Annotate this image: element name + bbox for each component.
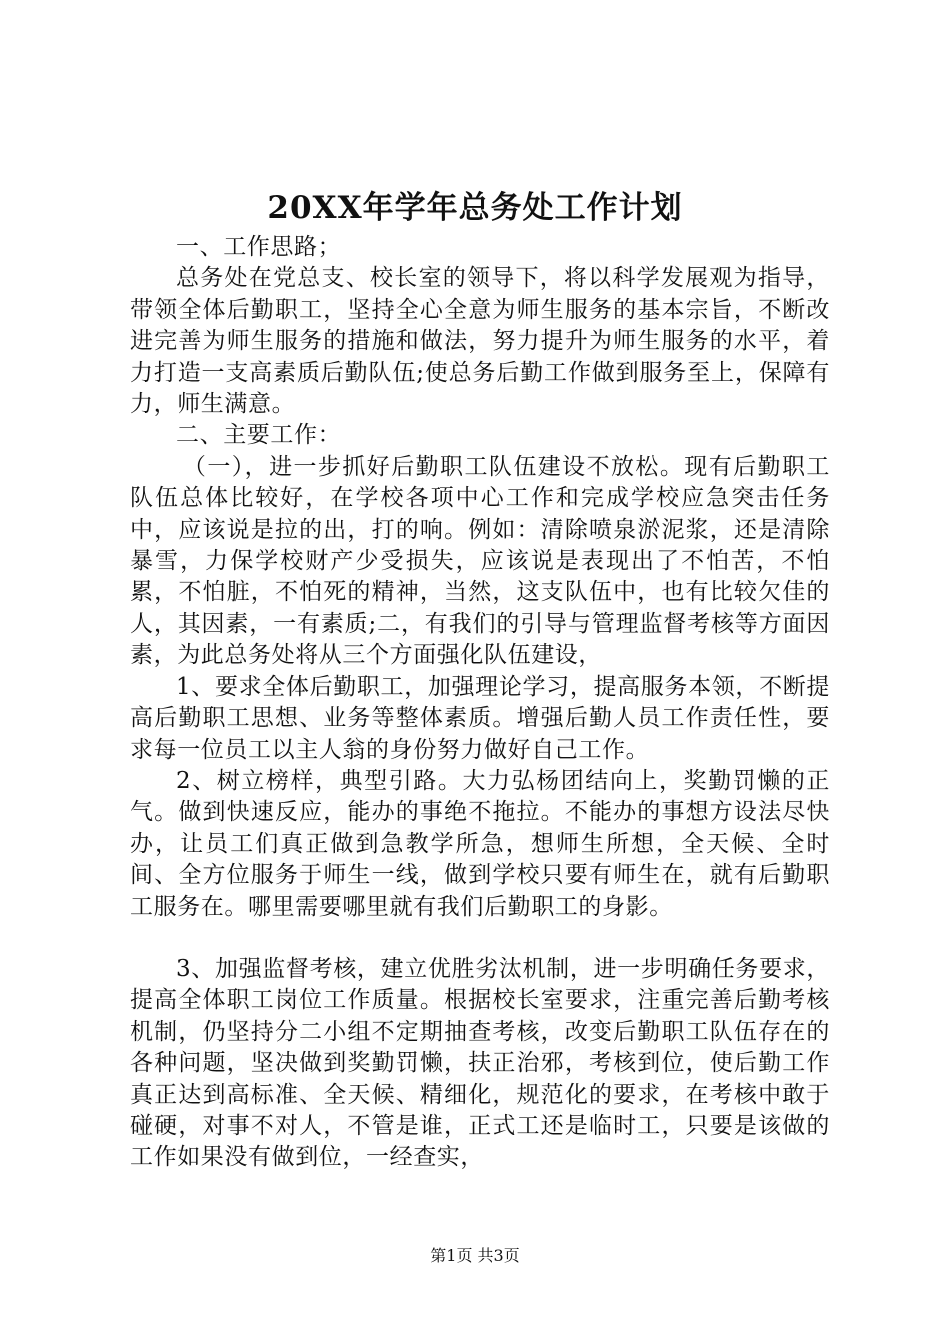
page-footer: 第1页 共3页 <box>430 1246 520 1265</box>
section-heading-approach: 一、工作思路； <box>176 234 342 260</box>
document-body <box>130 232 830 1174</box>
paragraph-approach: 总务处在党总支、校长室的领导下，将以科学发展观为指导，带领全体后勤职工，坚持全心全意为师生服务的基本宗旨，不断改进完善为师生服务的措施和做法，努力提升为师生服务的水平，着力打造一支高素质后勤队伍;使总务后勤工作做到服务至上，保障有力，师生满意。 <box>130 265 830 418</box>
list-item-1: 1、要求全体后勤职工，加强理论学习，提高服务本领，不断提高后勤职工思想、业务等整体素质。增强后勤人员工作责任性，要求每一位员工以主人翁的身份努力做好自己工作。 <box>130 673 830 763</box>
paragraph-team-building: （一），进一步抓好后勤职工队伍建设不放松。现有后勤职工队伍总体比较好，在学校各项中心工作和完成学校应急突击任务中，应该说是拉的出，打的响。例如：清除喷泉淤泥浆，还是清除暴雪，力保学校财产少受损失，应该说是表现出了不怕苦，不怕累，不怕脏，不怕死的精神，当然，这支队伍中，也有比较欠佳的人，其因素，一有素质;二，有我们的引导与管理监督考核等方面因素，为此总务处将从三个方面强化队伍建设， <box>130 453 830 669</box>
list-item-3: 3、加强监督考核，建立优胜劣汰机制，进一步明确任务要求，提高全体职工岗位工作质量。根据校长室要求，注重完善后勤考核机制，仍坚持分二小组不定期抽查考核，改变后勤职工队伍存在的各种问题，坚决做到奖勤罚懒，扶正治邪，考核到位，使后勤工作真正达到高标准、全天候、精细化，规范化的要求，在考核中敢于碰硬，对事不对人，不管是谁，正式工还是临时工，只要是该做的工作如果没有做到位，一经查实， <box>130 955 830 1171</box>
document-title: 20XX年学年总务处工作计划 <box>267 190 683 226</box>
section-heading-main-work: 二、主要工作： <box>176 422 342 449</box>
list-item-2: 2、树立榜样，典型引路。大力弘杨团结向上，奖勤罚懒的正气。做到快速反应，能办的事绝不拖拉。不能办的事想方设法尽快办，让员工们真正做到急教学所急，想师生所想，全天候、全时间、全方位服务于师生一线，做到学校只要有师生在，就有后勤职工服务在。哪里需要哪里就有我们后勤职工的身影。 <box>130 767 830 920</box>
